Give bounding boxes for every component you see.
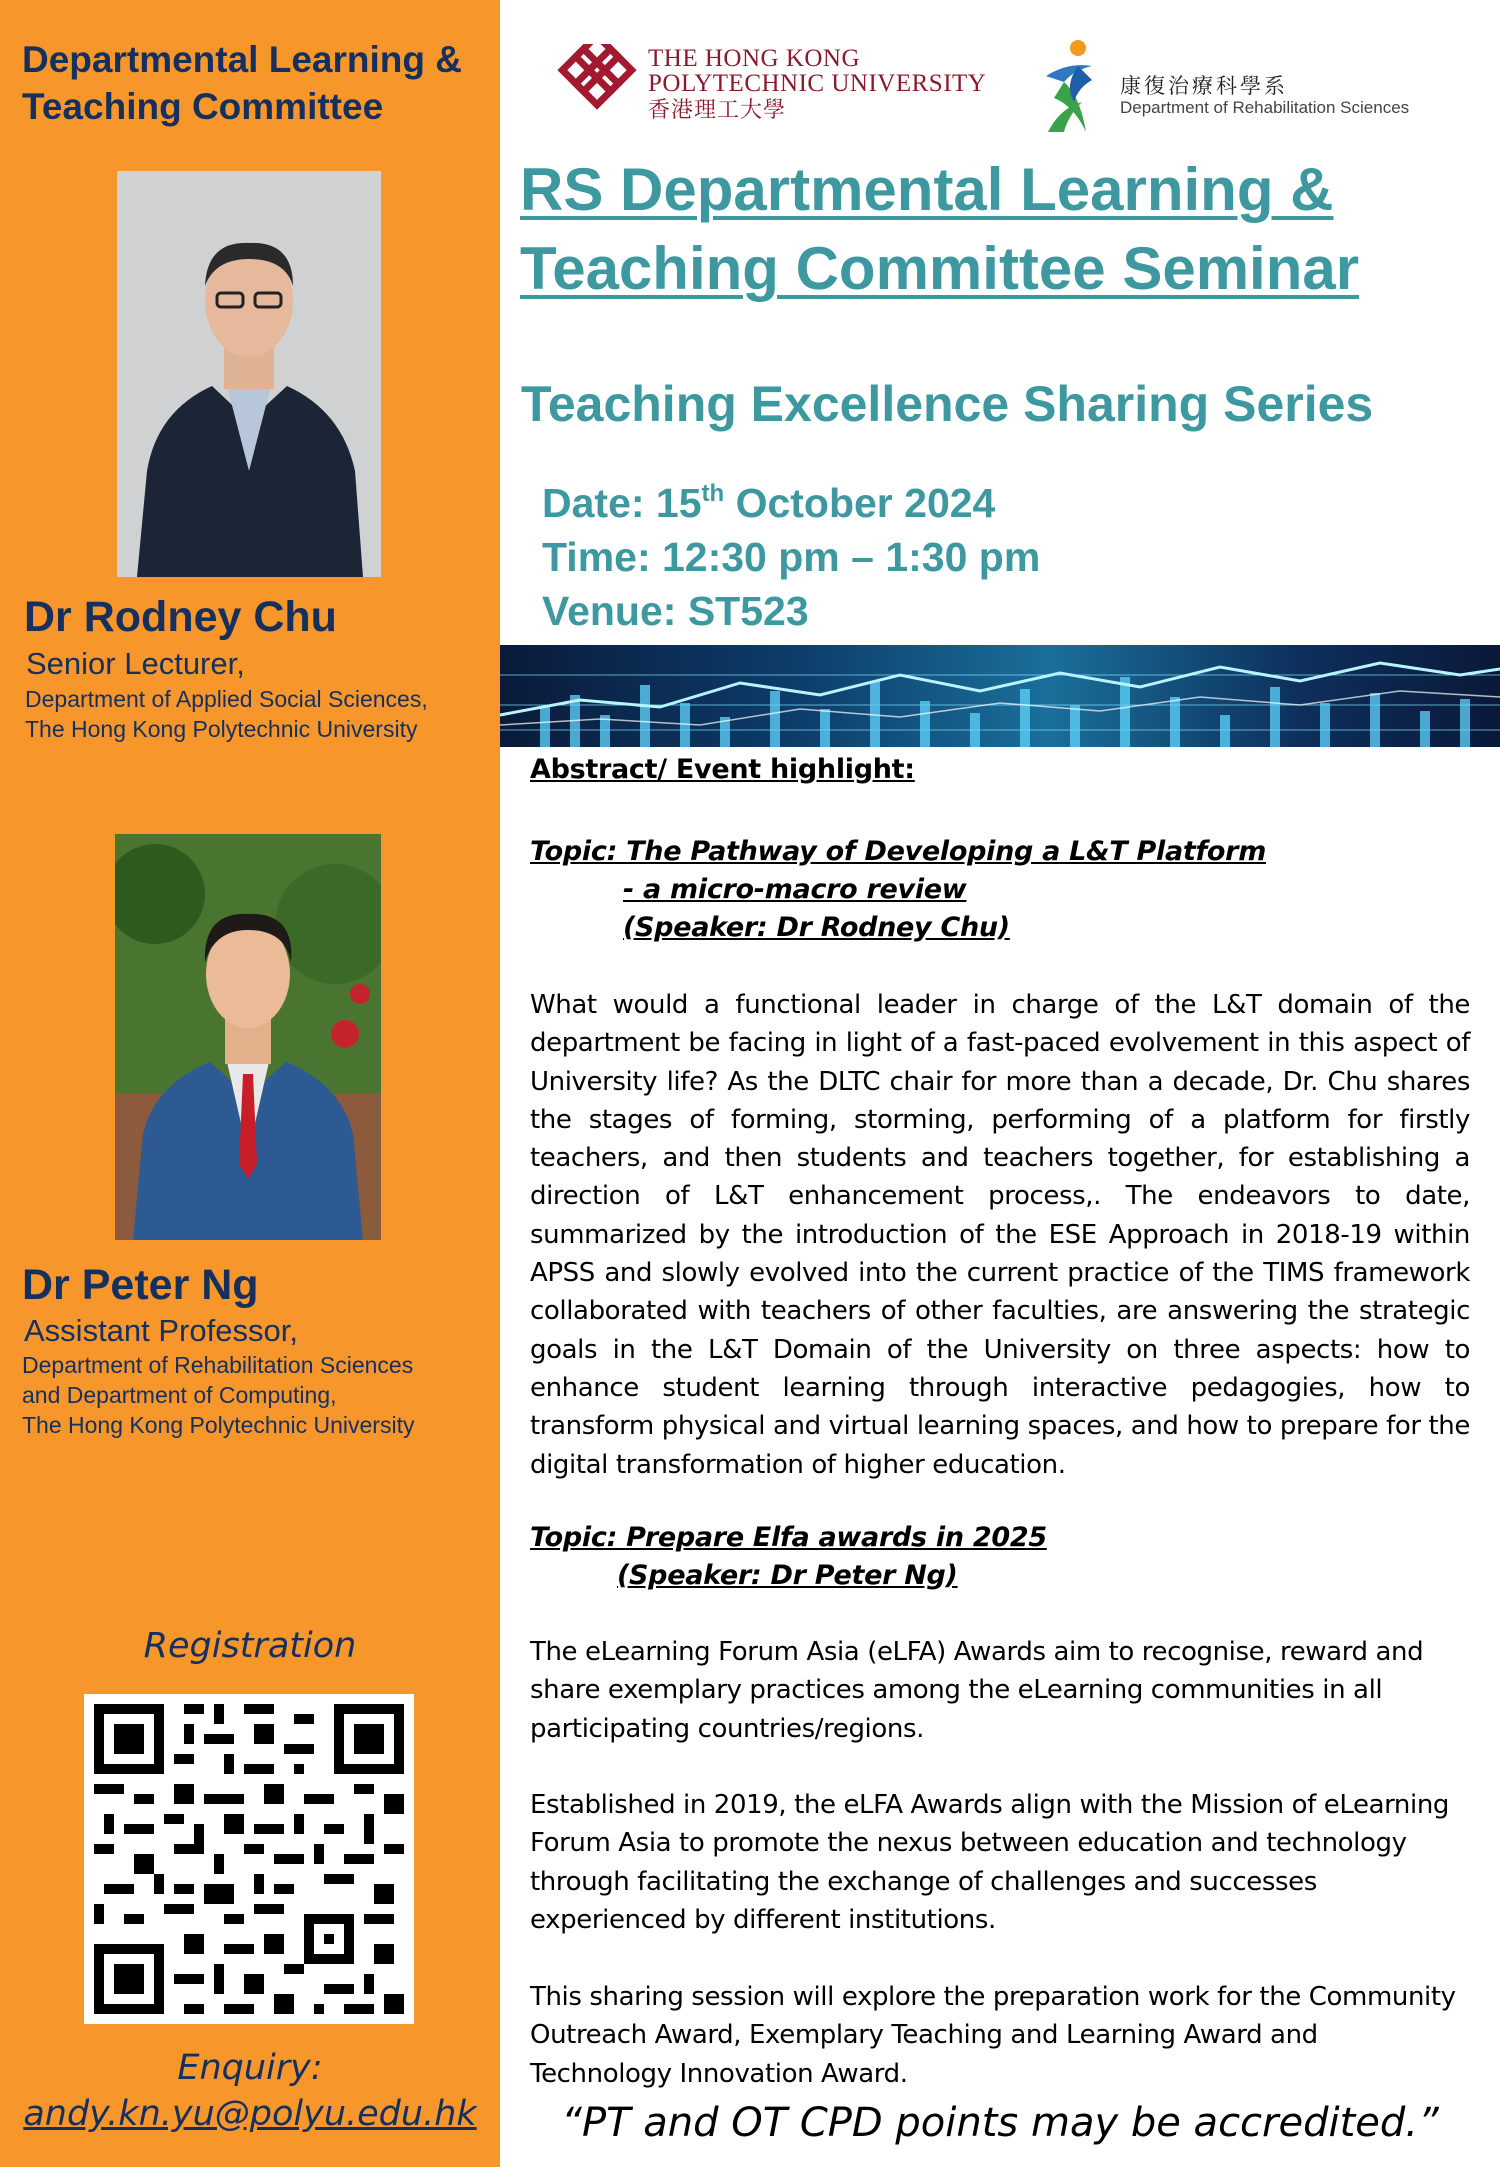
polyu-logo: [556, 40, 1001, 130]
speaker1-photo: [117, 171, 381, 577]
topic1-description: What would a functional leader in charge of the L&T domain of the department be facing in light of a fast-paced evolvement in this aspect of University life? As the DLTC chair for more than a decade, Dr. Chu shares the stages of forming, storming, performing of a platform for firstly teachers, and then students and teachers together, for establishing a direction of L&T enhancement process,. The endeavors to date, summarized by the introduction of the ESE Approach in 2018-19 within APSS and slowly evolved into the current practice of the TIMS framework collaborated with teachers of other faculties, are answering the strategic goals in the L&T Domain of the University on three aspects: how to enhance student learning through interactive pedagogies, how to transform physical and virtual learning spaces, and how to prepare for the digital transformation of higher education.: [530, 990, 1470, 1480]
speaker1-affiliation: [25, 684, 495, 744]
topic1-speaker: (Speaker: Dr Rodney Chu): [623, 912, 1010, 943]
speaker2-affiliation-line: The Hong Kong Polytechnic University: [22, 1412, 415, 1438]
topic2-paragraph-1: The eLearning Forum Asia (eLFA) Awards aim to recognise, reward and share exemplary practices among the eLearning communities in all participating countries/regions.: [530, 1637, 1424, 1744]
speaker1-affiliation-line: Department of Applied Social Sciences,: [25, 686, 428, 712]
event-date: [542, 476, 995, 530]
date-prefix: Date: 15: [542, 480, 702, 526]
sidebar: [0, 0, 500, 2167]
speaker2-name: Dr Peter Ng: [22, 1261, 259, 1309]
event-venue: Venue: ST523: [542, 588, 809, 634]
speaker2-photo: [115, 834, 381, 1240]
abstract-heading: Abstract/ Event highlight:: [530, 754, 915, 785]
cpd-note: “PT and OT CPD points may be accredited.”: [561, 2100, 1439, 2146]
speaker2-affiliation-line: and Department of Computing,: [22, 1382, 337, 1408]
speaker1-name: Dr Rodney Chu: [24, 593, 337, 641]
polyu-english-line: THE HONG KONG: [648, 45, 861, 72]
date-ordinal: th: [701, 480, 725, 507]
rehab-sciences-logo-icon: [1034, 36, 1114, 136]
speaker2-title: Assistant Professor,: [24, 1313, 298, 1348]
rehab-sciences-logo: [1034, 36, 1474, 136]
seminar-title-line: RS Departmental Learning &: [520, 156, 1334, 223]
polyu-chinese-name: 香港理工大學: [648, 98, 787, 123]
seminar-title: [520, 150, 1480, 308]
topic2-speaker: (Speaker: Dr Peter Ng): [617, 1560, 958, 1591]
speaker1-affiliation-line: The Hong Kong Polytechnic University: [25, 716, 418, 742]
speaker1-title: Senior Lecturer,: [26, 646, 245, 681]
topic2-paragraph-2: Established in 2019, the eLFA Awards align with the Mission of eLearning Forum Asia to promote the nexus between education and technology through facilitating the exchange of challenges and successes experienced by different institutions.: [530, 1790, 1450, 1935]
registration-label: Registration: [143, 1626, 357, 1666]
polyu-logo-icon: [556, 44, 638, 126]
topic1-subtitle: - a micro-macro review: [623, 874, 967, 905]
speaker2-affiliation: [22, 1350, 492, 1440]
event-time: Time: 12:30 pm – 1:30 pm: [542, 534, 1041, 580]
topic1-title: Topic: The Pathway of Developing a L&T Platform: [530, 836, 1267, 867]
tech-banner-image: [500, 645, 1500, 747]
enquiry-label: Enquiry:: [177, 2048, 323, 2088]
polyu-english-name: [648, 46, 1008, 96]
enquiry-email-link[interactable]: andy.kn.yu@polyu.edu.hk: [23, 2094, 477, 2134]
date-suffix: October 2024: [724, 480, 996, 526]
topic2-paragraph-3: This sharing session will explore the preparation work for the Community Outreach Award, Exemplary Teaching and Learning Award and Technology Innovation Award.: [530, 1982, 1456, 2089]
seminar-title-line: Teaching Committee Seminar: [520, 235, 1360, 302]
rehab-sciences-chinese-name: 康復治療科學系: [1120, 74, 1288, 98]
rehab-sciences-english-name: Department of Rehabilitation Sciences: [1120, 98, 1410, 117]
committee-title: Departmental Learning & Teaching Committee: [22, 39, 462, 127]
qr-code-icon[interactable]: [84, 1694, 414, 2024]
polyu-english-line: POLYTECHNIC UNIVERSITY: [648, 70, 987, 97]
series-title: Teaching Excellence Sharing Series: [521, 376, 1374, 432]
speaker2-affiliation-line: Department of Rehabilitation Sciences: [22, 1352, 414, 1378]
topic2-title: Topic: Prepare Elfa awards in 2025: [530, 1522, 1047, 1553]
